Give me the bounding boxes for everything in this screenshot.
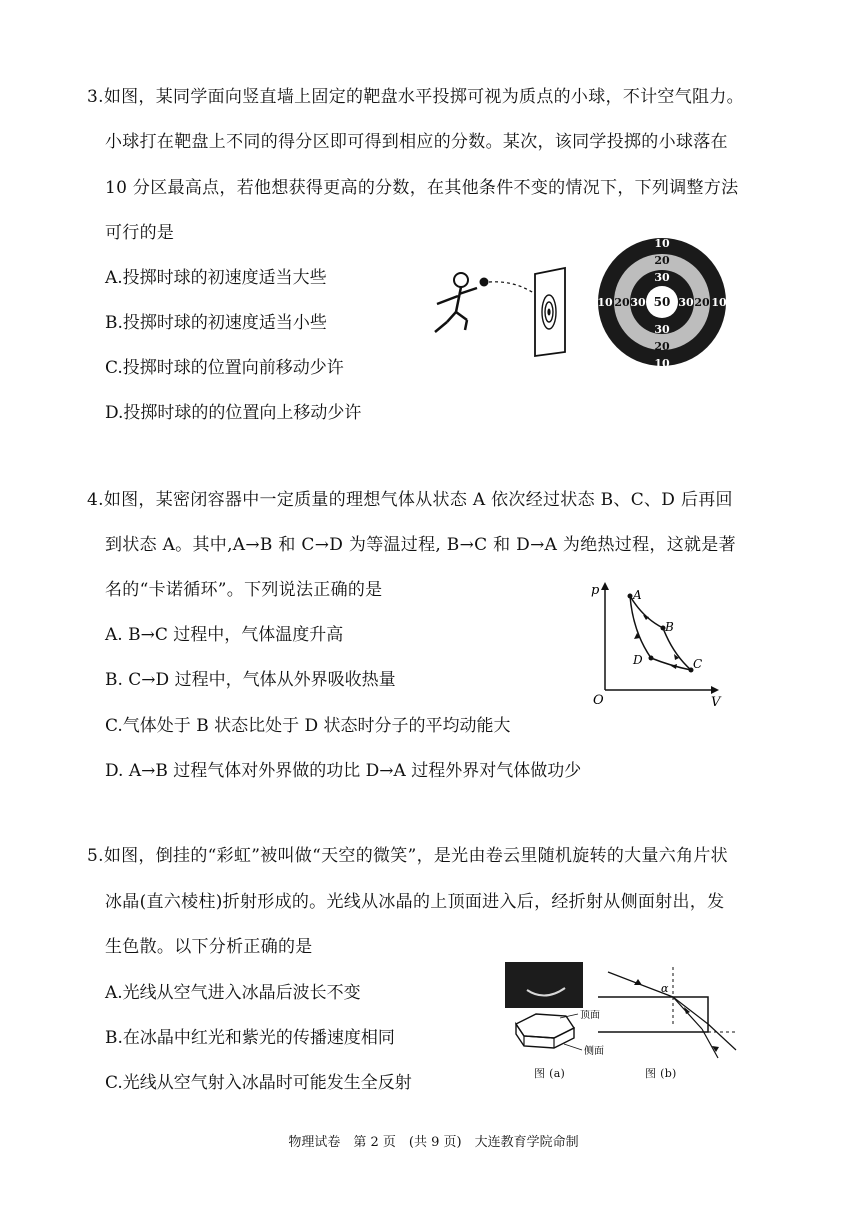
- inverted-rainbow-photo: [505, 962, 583, 1008]
- q5-option-a: A.光线从空气进入冰晶后波长不变: [105, 983, 361, 1003]
- score-10-left: 10: [597, 296, 613, 309]
- score-10-top: 10: [654, 237, 670, 250]
- score-30-bottom: 30: [654, 323, 670, 336]
- state-label-b: B: [665, 620, 674, 634]
- score-20-right: 20: [694, 296, 710, 309]
- q3-option-a: A.投掷时球的初速度适当大些: [105, 268, 327, 288]
- q5-stem-line1: 5.如图，倒挂的“彩虹”被叫做“天空的微笑”，是光由卷云里随机旋转的大量六角片状: [87, 846, 728, 866]
- q3-option-b: B.投掷时球的初速度适当小些: [105, 313, 327, 333]
- label-top-face: 顶面: [580, 1010, 600, 1021]
- angle-alpha-label: α: [661, 982, 669, 995]
- score-30-right: 30: [678, 296, 694, 309]
- q3-option-d: D.投掷时球的的位置向上移动少许: [105, 403, 362, 423]
- q4-stem-line3: 名的“卡诺循环”。下列说法正确的是: [105, 580, 383, 600]
- carnot-pv-graph: [585, 578, 725, 708]
- state-label-d: D: [633, 653, 643, 667]
- q3-stem-line3: 10 分区最高点，若他想获得更高的分数，在其他条件不变的情况下，下列调整方法: [105, 178, 739, 198]
- page-footer: 物理试卷 第 2 页 (共 9 页) 大连教育学院命制: [288, 1135, 579, 1150]
- state-label-c: C: [693, 657, 703, 671]
- score-20-bottom: 20: [654, 340, 670, 353]
- q4-stem-line1: 4.如图，某密闭容器中一定质量的理想气体从状态 A 依次经过状态 B、C、D 后再回: [87, 490, 733, 510]
- q4-option-a: A. B→C 过程中，气体温度升高: [105, 625, 344, 645]
- q3-stem-line4: 可行的是: [105, 223, 175, 243]
- q5-option-c: C.光线从空气射入冰晶时可能发生全反射: [105, 1073, 412, 1093]
- label-side-face: 侧面: [584, 1046, 604, 1057]
- q4-option-c: C.气体处于 B 状态比处于 D 状态时分子的平均动能大: [105, 716, 511, 736]
- score-30-top: 30: [654, 271, 670, 284]
- refraction-diagram: [598, 962, 743, 1062]
- hexagonal-ice-crystal: [502, 1010, 612, 1070]
- caption-figure-b: 图 (b): [645, 1067, 677, 1080]
- q4-stem-line2: 到状态 A。其中,A→B 和 C→D 为等温过程, B→C 和 D→A 为绝热过程，这就是著: [105, 535, 736, 555]
- caption-figure-a: 图 (a): [534, 1067, 566, 1080]
- score-10-right: 10: [711, 296, 727, 309]
- score-20-top: 20: [654, 254, 670, 267]
- axis-label-v: V: [711, 695, 721, 708]
- ball-icon: [480, 278, 489, 287]
- axis-label-p: p: [591, 583, 600, 598]
- q3-stem-line2: 小球打在靶盘上不同的得分区即可得到相应的分数。某次，该同学投掷的小球落在: [105, 132, 728, 152]
- thrower-figure: [425, 262, 585, 362]
- q5-stem-line3: 生色散。以下分析正确的是: [105, 937, 313, 957]
- q4-option-d: D. A→B 过程气体对外界做的功比 D→A 过程外界对气体做功少: [105, 761, 582, 781]
- score-20-left: 20: [614, 296, 630, 309]
- score-50-center: 50: [653, 295, 671, 309]
- q3-stem-line1: 3.如图，某同学面向竖直墙上固定的靶盘水平投掷可视为质点的小球，不计空气阻力。: [87, 87, 744, 107]
- score-30-left: 30: [630, 296, 646, 309]
- origin-label: O: [593, 693, 604, 708]
- score-10-bottom: 10: [654, 357, 670, 370]
- q3-option-c: C.投掷时球的位置向前移动少许: [105, 358, 344, 378]
- q5-stem-line2: 冰晶(直六棱柱)折射形成的。光线从冰晶的上顶面进入后，经折射从侧面射出，发: [105, 892, 725, 912]
- q5-option-b: B.在冰晶中红光和紫光的传播速度相同: [105, 1028, 395, 1048]
- dart-target: [596, 234, 728, 370]
- q4-option-b: B. C→D 过程中，气体从外界吸收热量: [105, 670, 396, 690]
- state-label-a: A: [633, 588, 642, 602]
